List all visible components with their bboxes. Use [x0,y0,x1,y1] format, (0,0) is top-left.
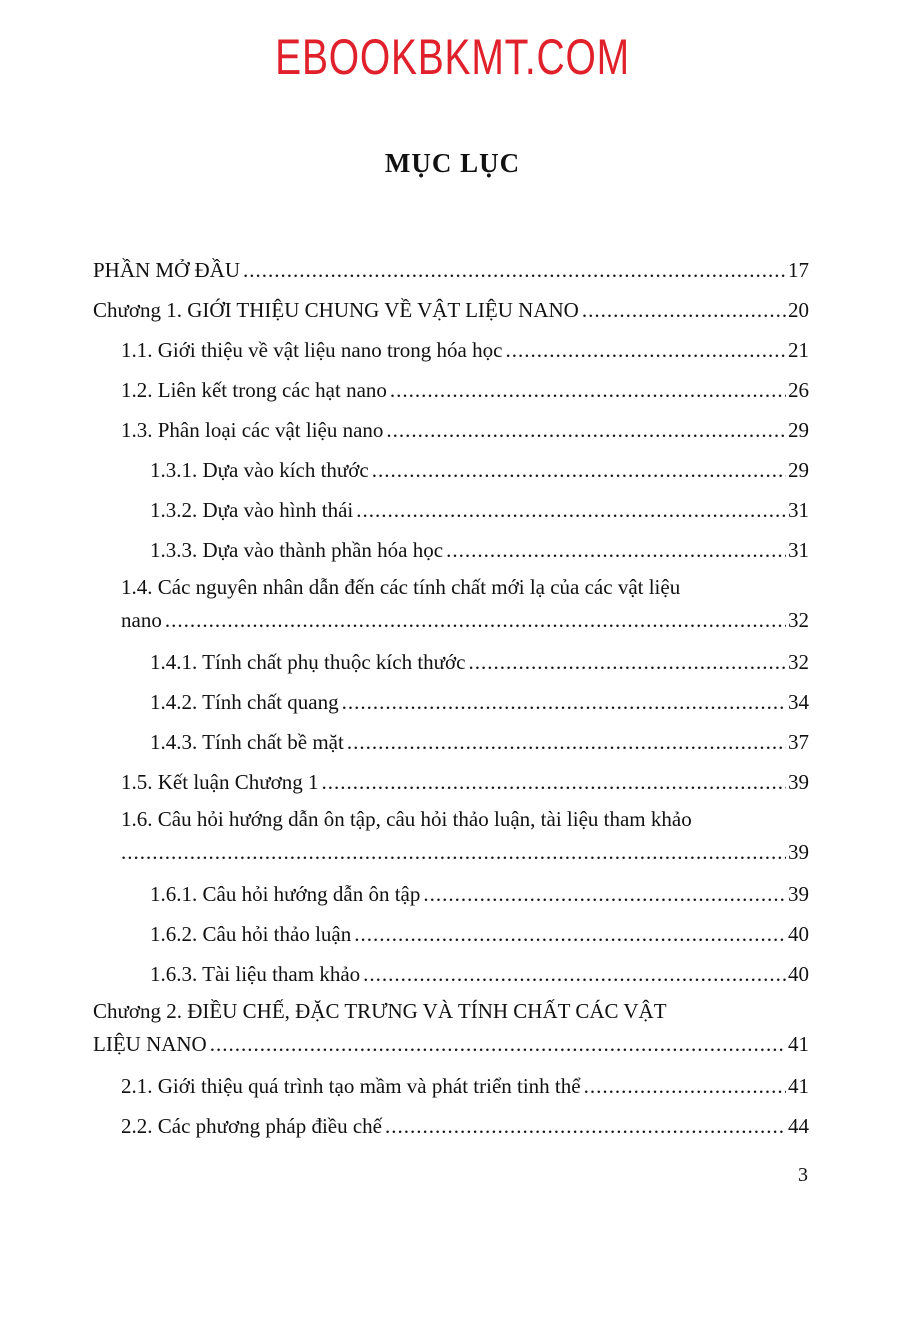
dot-leader [390,370,786,410]
dot-leader [468,642,786,682]
toc-entry-page: 20 [788,298,809,322]
toc-entry-page: 21 [788,338,809,362]
toc-entry-title: 1.3.2. Dựa vào hình thái [150,498,354,522]
dot-leader [321,762,786,802]
toc-entry-page: 39 [788,882,809,906]
dot-leader [505,330,786,370]
toc-entry[interactable] [93,914,809,954]
dot-leader [165,604,786,636]
toc-entry-page: 39 [788,770,809,794]
toc-entry-title: 1.4. Các nguyên nhân dẫn đến các tính chất mới lạ của các vật liệu [121,575,681,599]
toc-entry[interactable] [93,370,809,410]
dot-leader [446,530,786,570]
toc-entry-title: 1.4.1. Tính chất phụ thuộc kích thước [150,650,466,674]
dot-leader [386,410,786,450]
dot-leader [356,490,786,530]
toc-entry-title: Chương 1. GIỚI THIỆU CHUNG VỀ VẬT LIỆU NANO [93,298,579,322]
toc-entry-title: 1.3.1. Dựa vào kích thước [150,458,369,482]
dot-leader [363,954,786,994]
dot-leader [342,682,786,722]
toc-entry-page: 31 [788,538,809,562]
toc-entry-title: 1.5. Kết luận Chương 1 [121,770,319,794]
dot-leader [354,914,786,954]
dot-leader [210,1028,786,1060]
toc-entry-title: Chương 2. ĐIỀU CHẾ, ĐẶC TRƯNG VÀ TÍNH CHẤT CÁC VẬT [93,999,667,1023]
table-of-contents [93,250,809,1146]
dot-leader [347,722,786,762]
toc-entry[interactable] [93,290,809,330]
toc-entry[interactable] [93,490,809,530]
toc-entry-title-continued: nano [121,608,162,632]
toc-entry[interactable] [93,530,809,570]
toc-entry-title: 1.4.3. Tính chất bề mặt [150,730,344,754]
toc-entry-title: 2.2. Các phương pháp điều chế [121,1114,383,1138]
toc-entry-title: 1.6.1. Câu hỏi hướng dẫn ôn tập [150,882,421,906]
toc-entry[interactable] [93,722,809,762]
toc-entry-page: 41 [788,1074,809,1098]
toc-entry-page: 44 [788,1114,809,1138]
toc-entry-page: 31 [788,498,809,522]
toc-entry[interactable] [93,682,809,722]
toc-entry[interactable] [93,450,809,490]
toc-entry-page: 17 [788,258,809,282]
toc-entry-page: 29 [788,418,809,442]
toc-entry-page: 40 [788,962,809,986]
toc-entry[interactable] [93,762,809,802]
dot-leader [243,250,786,290]
toc-entry-title: 1.3.3. Dựa vào thành phần hóa học [150,538,444,562]
toc-entry-title: 2.1. Giới thiệu quá trình tạo mầm và phát triển tinh thể [121,1074,581,1098]
toc-entry-page: 37 [788,730,809,754]
toc-entry[interactable] [93,330,809,370]
toc-entry-page: 34 [788,690,809,714]
toc-entry-wrapped[interactable] [93,570,809,604]
toc-entry-title-continued: LIỆU NANO [93,1032,207,1056]
toc-entry-title: 1.2. Liên kết trong các hạt nano [121,378,387,402]
toc-entry-page: 32 [788,650,809,674]
toc-entry-page: 40 [788,922,809,946]
toc-entry[interactable] [93,874,809,914]
dot-leader [372,450,786,490]
dot-leader [584,1066,786,1106]
toc-entry-wrapped[interactable] [93,994,809,1028]
toc-entry-page: 41 [788,1032,809,1056]
toc-entry-continuation[interactable] [93,836,809,874]
watermark: EBOOKBKMT.COM [275,29,630,85]
dot-leader [121,836,786,868]
toc-entry-title: 1.3. Phân loại các vật liệu nano [121,418,384,442]
toc-entry[interactable] [93,642,809,682]
toc-entry[interactable] [93,1106,809,1146]
dot-leader [582,290,786,330]
toc-entry[interactable] [93,250,809,290]
dot-leader [385,1106,786,1146]
toc-entry-wrapped[interactable] [93,802,809,836]
toc-entry[interactable] [93,410,809,450]
toc-entry[interactable] [93,954,809,994]
toc-entry-continuation[interactable] [93,1028,809,1066]
toc-entry-title: 1.6. Câu hỏi hướng dẫn ôn tập, câu hỏi thảo luận, tài liệu tham khảo [121,807,692,831]
toc-entry-title: 1.4.2. Tính chất quang [150,690,339,714]
dot-leader [423,874,786,914]
toc-entry[interactable] [93,1066,809,1106]
toc-entry-title: 1.6.2. Câu hỏi thảo luận [150,922,352,946]
toc-entry-page: 26 [788,378,809,402]
toc-entry-page: 29 [788,458,809,482]
toc-entry-page: 32 [788,608,809,632]
page-number: 3 [798,1164,808,1186]
toc-entry-continuation[interactable] [93,604,809,642]
toc-entry-title: 1.6.3. Tài liệu tham khảo [150,962,361,986]
toc-entry-title: 1.1. Giới thiệu về vật liệu nano trong hóa học [121,338,503,362]
toc-entry-title: PHẦN MỞ ĐẦU [93,258,241,282]
page-title: MỤC LỤC [384,148,521,178]
toc-entry-page: 39 [788,840,809,864]
